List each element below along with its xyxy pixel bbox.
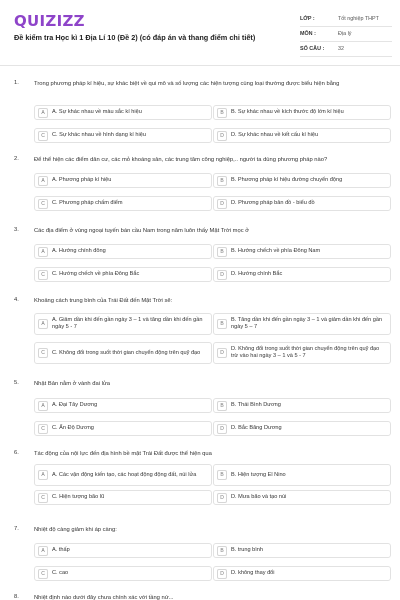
question-number: 5. (14, 380, 19, 386)
option-letter: A (38, 401, 48, 411)
option-text: A. Giảm dần khi đến gần ngày 3 – 1 và tăng dần khi đến gần ngày 5 - 7 (52, 317, 203, 330)
option-letter: A (38, 176, 48, 186)
option-a[interactable] (34, 105, 212, 120)
option-letter: A (38, 546, 48, 556)
option-letter: D (217, 199, 227, 209)
meta-table (300, 12, 392, 57)
question-text: Trong phương pháp kí hiệu, sự khác biệt về qui mô và số lượng các hiện tượng cùng loại thường được biểu hiện bằng (34, 81, 340, 87)
option-c[interactable] (34, 421, 212, 436)
option-text: B. Thái Bình Dương (231, 402, 281, 408)
question-text: Nhật Bản nằm ở vành đai lửa (34, 381, 110, 387)
option-text: B. Tăng dần khi đến gần ngày 3 – 1 và giảm dần khi đến gần ngày 5 – 7 (231, 317, 383, 330)
option-d[interactable] (213, 342, 391, 364)
option-text: C. Phương pháp chấm điểm (52, 200, 123, 206)
option-text: B. Phương pháp kí hiệu đường chuyển động (231, 177, 343, 183)
option-letter: A (38, 470, 48, 480)
option-d[interactable] (213, 196, 391, 211)
option-a[interactable] (34, 398, 212, 413)
question-text: Nhiệt định nào dưới đây chưa chính xác với tầng nứ... (34, 595, 174, 600)
page-header (0, 0, 400, 66)
option-a[interactable] (34, 173, 212, 188)
option-letter: B (217, 470, 227, 480)
question-number: 4. (14, 297, 19, 303)
option-a[interactable] (34, 313, 212, 335)
option-a[interactable] (34, 244, 212, 259)
option-a[interactable] (34, 543, 212, 558)
option-d[interactable] (213, 566, 391, 581)
option-letter: B (217, 108, 227, 118)
option-text: D. Mưa bão và tạo núi (231, 494, 287, 500)
option-text: A. thấp (52, 547, 70, 553)
option-letter: B (217, 401, 227, 411)
question-number: 6. (14, 450, 19, 456)
option-d[interactable] (213, 421, 391, 436)
option-text: B. Sự khác nhau về kích thước độ lớn kí hiệu (231, 109, 344, 115)
meta-row-class (300, 12, 392, 27)
option-b[interactable] (213, 244, 391, 259)
option-a[interactable] (34, 464, 212, 486)
question-text: Các địa điểm ở vùng ngoại tuyến bán cầu Nam trong năm luôn thấy Mặt Trời mọc ở (34, 228, 250, 234)
option-text: B. Hướng chếch về phía Đông Nam (231, 248, 321, 254)
option-text: D. không thay đổi (231, 570, 275, 576)
question-number: 8. (14, 594, 19, 600)
option-c[interactable] (34, 267, 212, 282)
option-letter: C (38, 348, 48, 358)
option-letter: A (38, 108, 48, 118)
option-text: C. Sự khác nhau về hình dạng kí hiệu (52, 132, 146, 138)
option-letter: B (217, 319, 227, 329)
option-letter: D (217, 348, 227, 358)
question-number: 1. (14, 80, 19, 86)
option-letter: B (217, 247, 227, 257)
option-text: A. Hướng chính đông (52, 248, 106, 254)
option-text: C. Ấn Độ Dương (52, 425, 94, 431)
option-text: B. trung bình (231, 547, 264, 553)
meta-key: MÔN : (300, 31, 316, 37)
option-text: C. Hướng chếch về phía Đông Bắc (52, 271, 140, 277)
option-text: B. Hiện tượng El Nino (231, 471, 286, 478)
option-text: A. Phương pháp kí hiệu (52, 177, 112, 183)
option-d[interactable] (213, 490, 391, 505)
question-text: Khoảng cách trung bình của Trái Đất đến Mặt Trời sẽ: (34, 298, 173, 304)
question-text: Nhiệt độ càng giảm khi áp càng: (34, 527, 117, 533)
option-text: C. Hiện tượng bão lũ (52, 494, 105, 500)
option-letter: D (217, 131, 227, 141)
meta-key: LỚP : (300, 16, 315, 22)
option-text: C. cao (52, 570, 69, 576)
question-number: 3. (14, 227, 19, 233)
option-c[interactable] (34, 342, 212, 364)
option-letter: C (38, 493, 48, 503)
quizizz-logo: QUIZIZZ (14, 12, 85, 30)
option-c[interactable] (34, 196, 212, 211)
option-text: D. Sự khác nhau về kết cấu kí hiệu (231, 132, 319, 138)
option-letter: D (217, 270, 227, 280)
option-b[interactable] (213, 105, 391, 120)
option-c[interactable] (34, 128, 212, 143)
option-text: D. Phương pháp bản đồ - biểu đồ (231, 200, 315, 206)
question-number: 7. (14, 526, 19, 532)
option-d[interactable] (213, 128, 391, 143)
option-letter: C (38, 199, 48, 209)
option-text: D. Bắc Băng Dương (231, 425, 282, 431)
option-letter: D (217, 493, 227, 503)
option-letter: B (217, 176, 227, 186)
meta-row-subject (300, 27, 392, 42)
option-b[interactable] (213, 398, 391, 413)
option-letter: D (217, 569, 227, 579)
option-letter: A (38, 319, 48, 329)
option-text: A. Sự khác nhau về màu sắc kí hiệu (52, 109, 142, 115)
option-b[interactable] (213, 313, 391, 335)
option-b[interactable] (213, 173, 391, 188)
option-text: C. Không đổi trong suốt thời gian chuyển động trên quỹ đạo (52, 349, 201, 356)
option-letter: C (38, 569, 48, 579)
option-b[interactable] (213, 543, 391, 558)
option-letter: C (38, 270, 48, 280)
question-text: Để thể hiện các điểm dân cư, các mỏ khoáng sản, các trung tâm công nghiệp,.. người ta dùng phương pháp nào? (34, 157, 328, 163)
option-letter: B (217, 546, 227, 556)
option-text: A. Đại Tây Dương (52, 402, 98, 408)
question-text: Tác động của nội lực đến địa hình bề mặt Trái Đất được thể hiện qua (34, 451, 212, 457)
option-text: A. Các vận động kiến tạo, các hoạt động động đất, núi lửa (52, 471, 197, 478)
question-number: 2. (14, 156, 19, 162)
meta-key: SỐ CÂU : (300, 46, 325, 52)
option-letter: D (217, 424, 227, 434)
option-letter: C (38, 131, 48, 141)
meta-value: Tốt nghiệp THPT (338, 16, 379, 22)
option-text: D. Hướng chính Bắc (231, 271, 283, 277)
option-letter: A (38, 247, 48, 257)
option-b[interactable] (213, 464, 391, 486)
option-d[interactable] (213, 267, 391, 282)
meta-row-question-count (300, 42, 392, 57)
meta-value: Địa lý (338, 31, 352, 37)
option-text: D. Không đổi trong suốt thời gian chuyển động trên quỹ đạo trừ vào hai ngày 3 – 1 và 5 - 7 (231, 346, 380, 359)
option-letter: C (38, 424, 48, 434)
option-c[interactable] (34, 490, 212, 505)
option-c[interactable] (34, 566, 212, 581)
meta-value: 32 (338, 46, 344, 52)
document-title: Đề kiểm tra Học kì 1 Địa Lí 10 (Đề 2) (có đáp án và thang điểm chi tiết) (14, 33, 256, 42)
